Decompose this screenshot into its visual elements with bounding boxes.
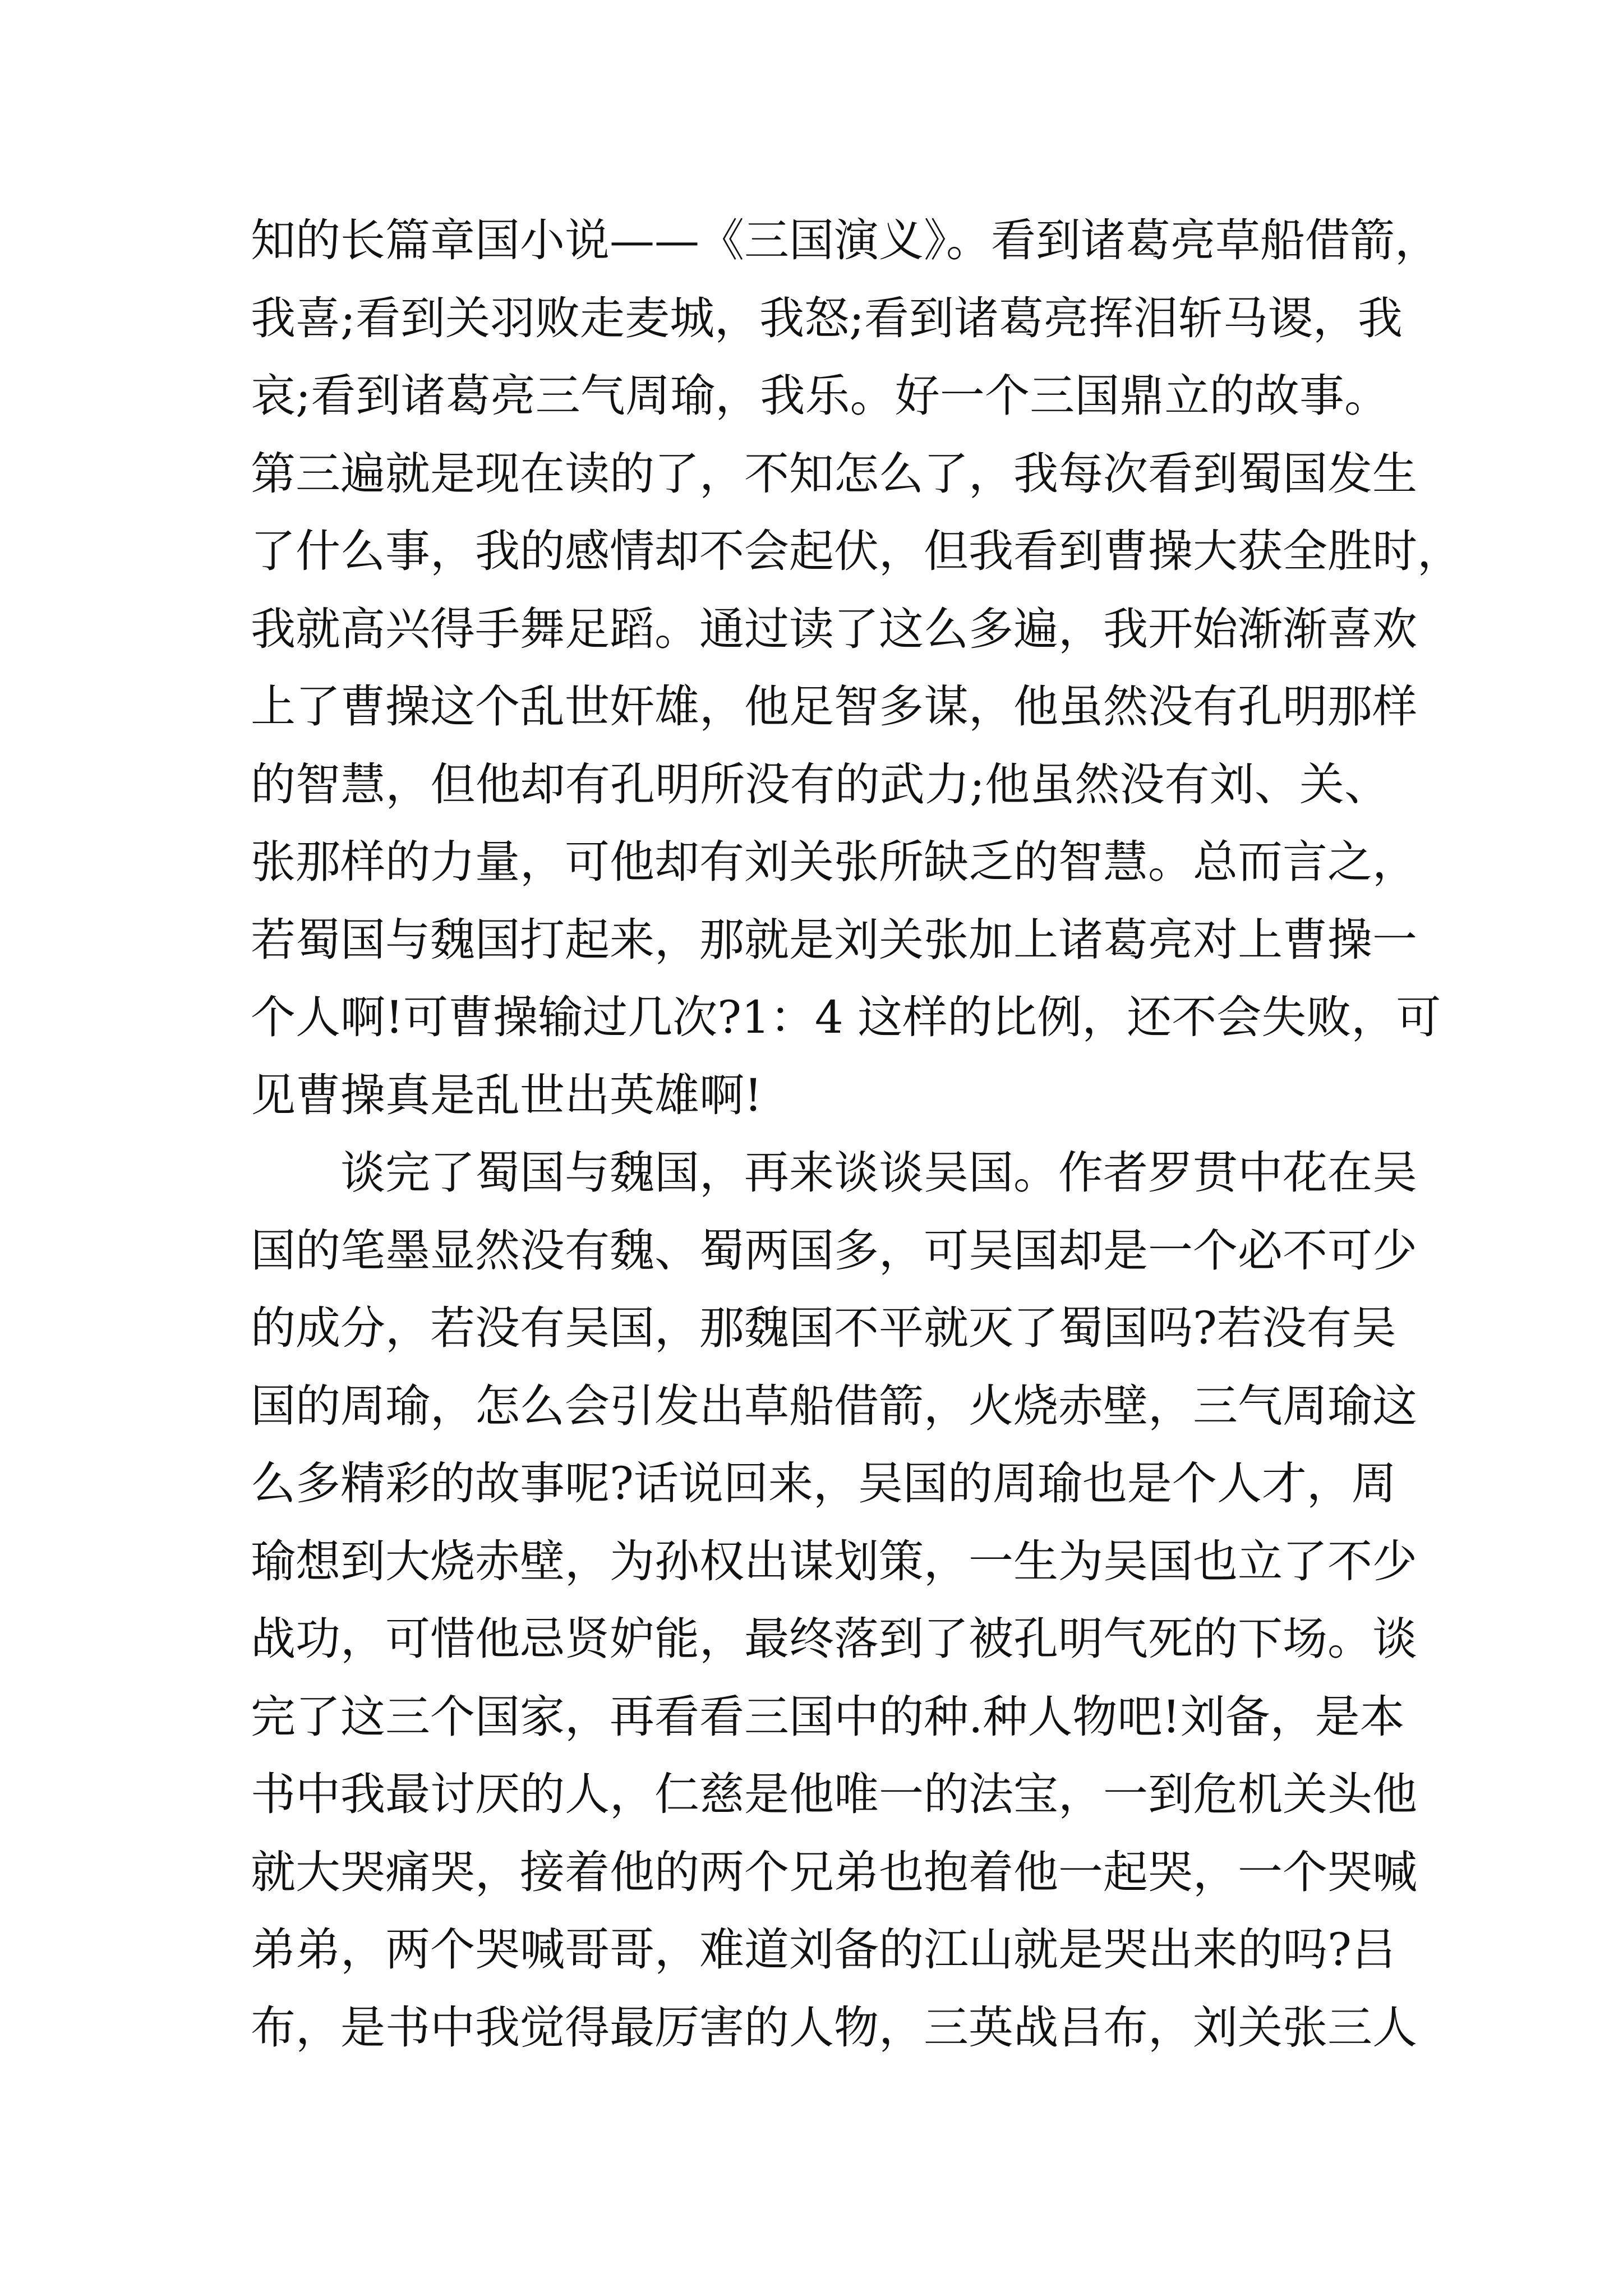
text-line: 就大哭痛哭，接着他的两个兄弟也抱着他一起哭，一个哭喊 — [251, 1846, 1417, 1898]
text-line: 第三遍就是现在读的了，不知怎么了，我每次看到蜀国发生 — [251, 447, 1417, 500]
text-line: 国的周瑜，怎么会引发出草船借箭，火烧赤壁，三气周瑜这 — [251, 1379, 1417, 1432]
text-line: 张那样的力量，可他却有刘关张所缺乏的智慧。总而言之， — [251, 836, 1417, 888]
text-line: 国的笔墨显然没有魏、蜀两国多，可吴国却是一个必不可少 — [251, 1224, 1417, 1277]
text-line: 我喜;看到关羽败走麦城，我怒;看到诸葛亮挥泪斩马谡，我 — [251, 292, 1403, 344]
body-text — [251, 202, 1462, 2067]
text-line: 我就高兴得手舞足蹈。通过读了这么多遍，我开始渐渐喜欢 — [251, 602, 1417, 655]
text-line: 见曹操真是乱世出英雄啊! — [251, 1069, 763, 1121]
text-line: 么多精彩的故事呢?话说回来，吴国的周瑜也是个人才，周 — [251, 1457, 1396, 1510]
text-line: 上了曹操这个乱世奸雄，他足智多谋，他虽然没有孔明那样 — [251, 680, 1417, 733]
text-line: 哀;看到诸葛亮三气周瑜，我乐。好一个三国鼎立的故事。 — [251, 370, 1389, 422]
text-line: 知的长篇章国小说——《三国演义》。看到诸葛亮草船借箭， — [251, 214, 1440, 266]
text-line: 弟弟，两个哭喊哥哥，难道刘备的江山就是哭出来的吗?吕 — [251, 1924, 1396, 1976]
text-line: 了什么事，我的感情却不会起伏，但我看到曹操大获全胜时， — [251, 525, 1462, 577]
text-line: 完了这三个国家，再看看三国中的种.种人物吧!刘备，是本 — [251, 1690, 1405, 1743]
text-line: 的智慧，但他却有孔明所没有的武力;他虽然没有刘、关、 — [251, 758, 1389, 811]
text-line: 书中我最讨厌的人，仁慈是他唯一的法宝，一到危机关头他 — [251, 1768, 1417, 1820]
text-line: 瑜想到大烧赤壁，为孙权出谋划策，一生为吴国也立了不少 — [251, 1535, 1417, 1588]
text-line: 若蜀国与魏国打起来，那就是刘关张加上诸葛亮对上曹操一 — [251, 913, 1417, 966]
text-line: 的成分，若没有吴国，那魏国不平就灭了蜀国吗?若没有吴 — [251, 1302, 1396, 1354]
text-line: 布，是书中我觉得最厉害的人物，三英战吕布，刘关张三人 — [251, 2001, 1417, 2054]
text-line: 战功，可惜他忌贤妒能，最终落到了被孔明气死的下场。谈 — [251, 1613, 1417, 1665]
paragraph-first-line: 谈完了蜀国与魏国，再来谈谈吴国。作者罗贯中花在吴 — [340, 1147, 1417, 1199]
text-line: 个人啊!可曹操输过几次?1：4 这样的比例，还不会失败，可 — [251, 991, 1441, 1043]
